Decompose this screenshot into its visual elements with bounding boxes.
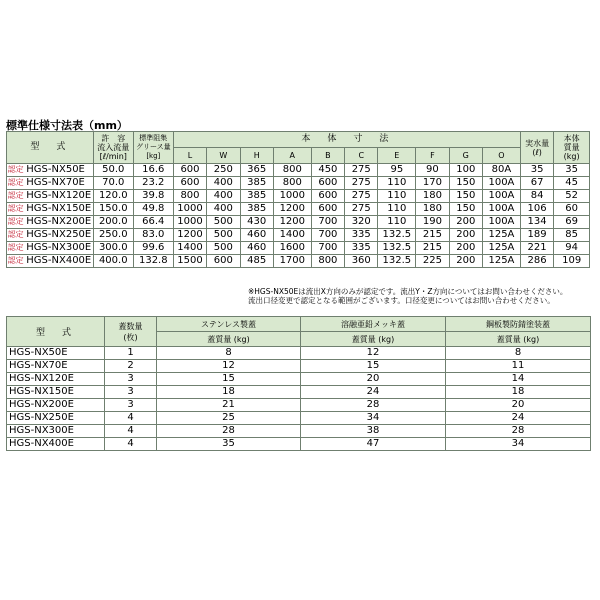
spec-cell-water: 106 [520, 203, 553, 216]
spec-cell-flow: 250.0 [93, 229, 133, 242]
spec-cell-e: 110 [378, 177, 416, 190]
mass-cell-galvanized: 24 [301, 386, 446, 399]
spec-cell-w: 600 [207, 255, 240, 268]
spec-cell-h: 460 [240, 229, 273, 242]
spec-cell-h: 460 [240, 242, 273, 255]
mass-row [7, 347, 591, 360]
spec-cell-g: 150 [449, 177, 482, 190]
spec-cell-e: 110 [378, 216, 416, 229]
cert-badge: 認定 [7, 255, 25, 268]
mass-cell-model: HGS-NX50E [7, 347, 105, 360]
spec-header-flow: 許 容 流入流量 [ℓ/min] [93, 132, 133, 164]
spec-row [7, 177, 590, 190]
mass-cell-galvanized: 12 [301, 347, 446, 360]
spec-cell-grease: 99.6 [133, 242, 173, 255]
mass-row [7, 360, 591, 373]
spec-cell-f: 90 [416, 164, 449, 177]
mass-cell-model: HGS-NX400E [7, 438, 105, 451]
spec-cell-w: 400 [207, 190, 240, 203]
spec-cell-l: 1400 [173, 242, 206, 255]
spec-cell-water: 84 [520, 190, 553, 203]
mass-cell-steel: 28 [446, 425, 591, 438]
spec-cell-h: 385 [240, 177, 273, 190]
spec-cell-w: 400 [207, 203, 240, 216]
spec-cell-weight: 35 [554, 164, 590, 177]
spec-cell-flow: 200.0 [93, 216, 133, 229]
spec-header-dim-g: G [449, 148, 482, 164]
spec-note-line2: 流出口径変更で認定となる範囲がございます。口径変更についてはお問い合わせください。 [248, 296, 555, 305]
spec-cell-flow: 150.0 [93, 203, 133, 216]
spec-cell-a: 1200 [273, 216, 311, 229]
mass-cell-model: HGS-NX150E [7, 386, 105, 399]
spec-cell-b: 700 [311, 242, 344, 255]
spec-cell-weight: 69 [554, 216, 590, 229]
spec-cell-o: 125A [482, 242, 520, 255]
mass-cell-count: 1 [105, 347, 157, 360]
spec-cell-e: 132.5 [378, 255, 416, 268]
spec-cell-l: 1200 [173, 229, 206, 242]
mass-header-galvanized-mass: 蓋質量 (kg) [301, 332, 446, 347]
spec-cell-g: 150 [449, 203, 482, 216]
spec-header-dim-a: A [273, 148, 311, 164]
spec-header-dim-e: E [378, 148, 416, 164]
mass-cell-steel: 14 [446, 373, 591, 386]
mass-header-steel: 鋼板製防錆塗装蓋 [446, 317, 591, 332]
mass-cell-galvanized: 34 [301, 412, 446, 425]
mass-header-model: 型 式 [7, 317, 105, 347]
spec-cell-flow: 120.0 [93, 190, 133, 203]
spec-cell-e: 95 [378, 164, 416, 177]
mass-cell-count: 3 [105, 399, 157, 412]
spec-cell-water: 286 [520, 255, 553, 268]
spec-cell-e: 132.5 [378, 242, 416, 255]
spec-cell-grease: 39.8 [133, 190, 173, 203]
spec-cell-water: 67 [520, 177, 553, 190]
spec-header-model: 型 式 [7, 132, 94, 164]
spec-cell-w: 500 [207, 229, 240, 242]
spec-cell-b: 600 [311, 203, 344, 216]
mass-cell-galvanized: 15 [301, 360, 446, 373]
mass-cell-steel: 18 [446, 386, 591, 399]
mass-cell-count: 4 [105, 425, 157, 438]
spec-cell-o: 100A [482, 216, 520, 229]
spec-cell-water: 189 [520, 229, 553, 242]
spec-row [7, 203, 590, 216]
spec-header-dim-o: O [482, 148, 520, 164]
cert-badge: 認定 [7, 177, 25, 190]
mass-cell-model: HGS-NX200E [7, 399, 105, 412]
mass-cell-model: HGS-NX250E [7, 412, 105, 425]
spec-cell-water: 134 [520, 216, 553, 229]
spec-row [7, 242, 590, 255]
spec-header-dim-f: F [416, 148, 449, 164]
spec-cell-weight: 45 [554, 177, 590, 190]
mass-cell-stainless: 35 [157, 438, 301, 451]
spec-row [7, 190, 590, 203]
spec-cell-water: 35 [520, 164, 553, 177]
spec-cell-c: 275 [345, 164, 378, 177]
mass-cell-stainless: 15 [157, 373, 301, 386]
mass-cell-steel: 34 [446, 438, 591, 451]
spec-row [7, 255, 590, 268]
spec-cell-b: 600 [311, 190, 344, 203]
spec-cell-b: 800 [311, 255, 344, 268]
mass-cell-galvanized: 38 [301, 425, 446, 438]
spec-header-dim-h: H [240, 148, 273, 164]
spec-cell-a: 1700 [273, 255, 311, 268]
spec-cell-o: 100A [482, 177, 520, 190]
mass-row [7, 438, 591, 451]
mass-cell-stainless: 21 [157, 399, 301, 412]
cert-badge: 認定 [7, 216, 25, 229]
spec-header-dim-b: B [311, 148, 344, 164]
spec-cell-h: 485 [240, 255, 273, 268]
spec-cell-grease: 132.8 [133, 255, 173, 268]
spec-cell-l: 800 [173, 190, 206, 203]
spec-note-line1: ※HGS-NX50Eは流出X方向のみが認定です。流出Y・Z方向についてはお問い合わせください。 [248, 287, 568, 296]
spec-row [7, 164, 590, 177]
spec-cell-grease: 83.0 [133, 229, 173, 242]
spec-cell-a: 800 [273, 164, 311, 177]
mass-row [7, 373, 591, 386]
spec-cell-b: 700 [311, 229, 344, 242]
spec-cell-grease: 66.4 [133, 216, 173, 229]
spec-cell-flow: 400.0 [93, 255, 133, 268]
mass-cell-steel: 11 [446, 360, 591, 373]
spec-cell-w: 250 [207, 164, 240, 177]
mass-cell-galvanized: 20 [301, 373, 446, 386]
spec-cell-g: 200 [449, 216, 482, 229]
mass-header-stainless-mass: 蓋質量 (kg) [157, 332, 301, 347]
spec-cell-g: 200 [449, 242, 482, 255]
mass-cell-count: 4 [105, 412, 157, 425]
cert-badge: 認定 [7, 190, 25, 203]
spec-table-title: 標準仕様寸法表（mm） [6, 119, 128, 132]
spec-cell-a: 1000 [273, 190, 311, 203]
spec-cell-f: 180 [416, 190, 449, 203]
mass-cell-stainless: 8 [157, 347, 301, 360]
spec-cell-grease: 16.6 [133, 164, 173, 177]
spec-cell-l: 600 [173, 164, 206, 177]
mass-cell-stainless: 28 [157, 425, 301, 438]
mass-cell-count: 2 [105, 360, 157, 373]
spec-cell-g: 100 [449, 164, 482, 177]
mass-cell-model: HGS-NX300E [7, 425, 105, 438]
spec-cell-o: 125A [482, 255, 520, 268]
spec-cell-w: 400 [207, 177, 240, 190]
spec-cell-c: 275 [345, 177, 378, 190]
spec-cell-o: 125A [482, 229, 520, 242]
spec-cell-c: 275 [345, 203, 378, 216]
spec-cell-w: 500 [207, 216, 240, 229]
spec-cell-o: 100A [482, 203, 520, 216]
mass-cell-count: 3 [105, 373, 157, 386]
spec-header-dim-w: W [207, 148, 240, 164]
spec-cell-grease: 49.8 [133, 203, 173, 216]
mass-cell-steel: 24 [446, 412, 591, 425]
spec-cell-flow: 50.0 [93, 164, 133, 177]
spec-cell-l: 1000 [173, 216, 206, 229]
spec-cell-a: 1600 [273, 242, 311, 255]
spec-cell-model: HGS-NX300E [26, 242, 92, 253]
spec-cell-model: HGS-NX200E [26, 216, 92, 227]
spec-cell-weight: 109 [554, 255, 590, 268]
spec-cell-water: 221 [520, 242, 553, 255]
mass-row [7, 386, 591, 399]
spec-cell-e: 110 [378, 190, 416, 203]
mass-cell-steel: 8 [446, 347, 591, 360]
spec-cell-c: 275 [345, 190, 378, 203]
spec-cell-flow: 70.0 [93, 177, 133, 190]
spec-header-body-dims: 本 体 寸 法 [173, 132, 520, 148]
spec-cell-w: 500 [207, 242, 240, 255]
spec-cell-c: 360 [345, 255, 378, 268]
spec-cell-g: 150 [449, 190, 482, 203]
cert-badge: 認定 [7, 242, 25, 255]
spec-cell-o: 100A [482, 190, 520, 203]
spec-table [6, 131, 590, 268]
mass-cell-steel: 20 [446, 399, 591, 412]
mass-cell-stainless: 18 [157, 386, 301, 399]
mass-cell-galvanized: 28 [301, 399, 446, 412]
spec-cell-flow: 300.0 [93, 242, 133, 255]
spec-header-dim-c: C [345, 148, 378, 164]
spec-cell-g: 200 [449, 229, 482, 242]
spec-header-grease: 標準阻集 グリース量 [kg] [133, 132, 173, 164]
spec-header-dim-l: L [173, 148, 206, 164]
spec-cell-b: 600 [311, 177, 344, 190]
spec-cell-model: HGS-NX400E [26, 255, 92, 266]
spec-note [248, 287, 592, 305]
spec-cell-h: 385 [240, 203, 273, 216]
mass-row [7, 412, 591, 425]
spec-cell-e: 132.5 [378, 229, 416, 242]
spec-cell-h: 365 [240, 164, 273, 177]
mass-header-steel-mass: 蓋質量 (kg) [446, 332, 591, 347]
spec-cell-a: 1200 [273, 203, 311, 216]
spec-cell-c: 335 [345, 229, 378, 242]
spec-cell-grease: 23.2 [133, 177, 173, 190]
cert-badge: 認定 [7, 164, 25, 177]
spec-cell-model: HGS-NX50E [24, 164, 93, 177]
spec-cell-f: 225 [416, 255, 449, 268]
mass-cell-count: 4 [105, 438, 157, 451]
spec-cell-model: HGS-NX150E [26, 203, 92, 214]
spec-row [7, 229, 590, 242]
mass-row [7, 399, 591, 412]
spec-cell-f: 170 [416, 177, 449, 190]
spec-header-weight: 本体 質量 (kg) [554, 132, 590, 164]
spec-cell-f: 215 [416, 242, 449, 255]
spec-cell-a: 1400 [273, 229, 311, 242]
spec-cell-weight: 85 [554, 229, 590, 242]
spec-cell-e: 110 [378, 203, 416, 216]
spec-cell-l: 1500 [173, 255, 206, 268]
spec-cell-f: 190 [416, 216, 449, 229]
mass-cell-count: 3 [105, 386, 157, 399]
mass-cell-galvanized: 47 [301, 438, 446, 451]
mass-cell-model: HGS-NX70E [7, 360, 105, 373]
spec-cell-model: HGS-NX70E [24, 177, 93, 190]
spec-cell-f: 215 [416, 229, 449, 242]
spec-cell-model: HGS-NX250E [26, 229, 92, 240]
spec-header-water: 実水量 (ℓ) [520, 132, 553, 164]
spec-cell-h: 430 [240, 216, 273, 229]
spec-cell-g: 200 [449, 255, 482, 268]
mass-header-count: 蓋数量 (枚) [105, 317, 157, 347]
spec-cell-f: 180 [416, 203, 449, 216]
mass-header-galvanized: 溶融亜鉛メッキ蓋 [301, 317, 446, 332]
spec-cell-weight: 94 [554, 242, 590, 255]
lid-mass-table [6, 316, 591, 451]
mass-cell-stainless: 25 [157, 412, 301, 425]
spec-row [7, 216, 590, 229]
mass-row [7, 425, 591, 438]
spec-cell-b: 700 [311, 216, 344, 229]
mass-header-stainless: ステンレス製蓋 [157, 317, 301, 332]
spec-cell-l: 600 [173, 177, 206, 190]
spec-cell-h: 385 [240, 190, 273, 203]
spec-cell-model: HGS-NX120E [26, 190, 92, 201]
cert-badge: 認定 [7, 203, 25, 216]
mass-cell-stainless: 12 [157, 360, 301, 373]
spec-cell-a: 800 [273, 177, 311, 190]
spec-cell-c: 320 [345, 216, 378, 229]
spec-cell-c: 335 [345, 242, 378, 255]
cert-badge: 認定 [7, 229, 25, 242]
mass-cell-model: HGS-NX120E [7, 373, 105, 386]
spec-cell-o: 80A [482, 164, 520, 177]
spec-cell-l: 1000 [173, 203, 206, 216]
spec-cell-weight: 52 [554, 190, 590, 203]
spec-cell-b: 450 [311, 164, 344, 177]
spec-cell-weight: 60 [554, 203, 590, 216]
